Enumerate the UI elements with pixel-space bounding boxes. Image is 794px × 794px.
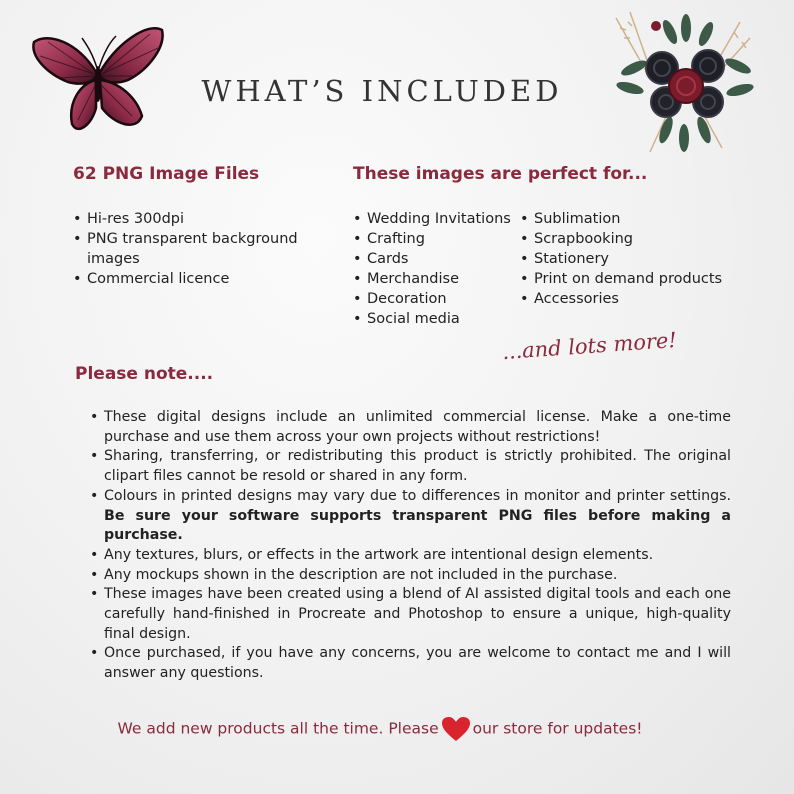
list-item: • Decoration: [353, 289, 523, 309]
footer-text-before: We add new products all the time. Please: [117, 719, 439, 738]
note-item: • Sharing, transferring, or redistributing this product is strictly prohibited. The original clipart files cannot be resold or shared in any form.: [90, 447, 731, 486]
list-item: • Social media: [353, 309, 523, 329]
note-item: [90, 487, 731, 546]
list-item: • Scrapbooking: [520, 229, 750, 249]
perfect-for-list-col1: [353, 209, 523, 329]
note-item: • These images have been created using a blend of AI assisted digital tools and each one carefully hand-finished in Procreate and Photoshop to ensure a unique, high-quality final design.: [90, 585, 731, 644]
perfect-for-list-col2: [520, 209, 750, 309]
notes-list: [90, 408, 731, 684]
list-item: • Stationery: [520, 249, 750, 269]
list-item: • Commercial licence: [73, 269, 323, 289]
please-note-heading: Please note....: [75, 364, 214, 384]
files-heading: 62 PNG Image Files: [73, 164, 260, 184]
note-item: • Any mockups shown in the description are not included in the purchase.: [90, 566, 731, 586]
list-item: • Accessories: [520, 289, 750, 309]
list-item: • Merchandise: [353, 269, 523, 289]
and-lots-more-script: ...and lots more!: [501, 327, 678, 365]
list-item: • PNG transparent background images: [73, 229, 323, 269]
list-item: • Cards: [353, 249, 523, 269]
files-list: [73, 209, 323, 289]
note-item: • Once purchased, if you have any concerns, you are welcome to contact me and I will answer any questions.: [90, 644, 731, 683]
footer-message: [0, 716, 760, 742]
footer-text-after: our store for updates!: [472, 719, 643, 738]
list-item: • Wedding Invitations: [353, 209, 523, 229]
note-item: • These digital designs include an unlimited commercial license. Make a one-time purchase and use them across your own projects without restrictions!: [90, 408, 731, 447]
list-item: • Crafting: [353, 229, 523, 249]
note-emphasis: Be sure your software supports transparent PNG files before making a purchase.: [104, 507, 731, 544]
note-item: • Any textures, blurs, or effects in the artwork are intentional design elements.: [90, 546, 731, 566]
heart-icon: [441, 716, 471, 742]
page-title: WHAT’S INCLUDED: [201, 74, 563, 108]
note-text: Colours in printed designs may vary due to differences in monitor and printer settings.: [104, 487, 731, 504]
list-item: • Sublimation: [520, 209, 750, 229]
list-item: • Hi-res 300dpi: [73, 209, 323, 229]
perfect-for-heading: These images are perfect for...: [353, 164, 648, 184]
list-item: • Print on demand products: [520, 269, 750, 289]
